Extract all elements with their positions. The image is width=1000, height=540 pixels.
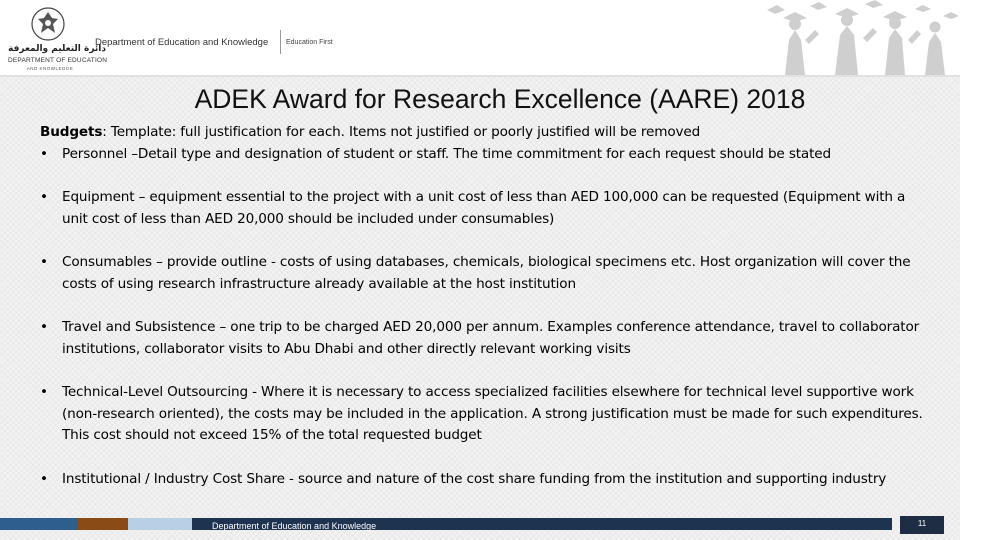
falcon-emblem-icon	[30, 6, 66, 42]
list-item-text: Travel and Subsistence – one trip to be charged AED 20,000 per annum. Examples conference attendance, travel to collaborator institutions, collaborator visits to Abu Dhabi and other directly relevant working visits	[62, 319, 920, 357]
budgets-label: Budgets	[40, 124, 103, 140]
header-divider	[280, 30, 281, 54]
logo-english-subtext: AND KNOWLEDGE	[26, 66, 74, 71]
graduates-silhouette-icon	[745, 0, 960, 75]
list-item-text: Personnel –Detail type and designation of student or staff. The time commitment for each request should be stated	[62, 145, 831, 162]
slide-body	[40, 122, 925, 490]
slide-header	[0, 0, 960, 77]
slide-title: ADEK Award for Research Excellence (AARE) 2018	[194, 84, 806, 114]
list-item	[40, 187, 925, 230]
intro-text: : Template: full justification for each. Items not justified or poorly justified will be removed	[102, 124, 701, 140]
header-department: Department of Education and Knowledge	[95, 37, 269, 48]
logo-arabic-text: دائرة التعليم والمعرفة	[8, 44, 107, 54]
list-item-text: Technical-Level Outsourcing - Where it is necessary to access specialized facilities elsewhere for technical level supportive work (non-research oriented), the costs may be included in the application. A strong justification must be made for such expenditures. This cost should not exceed 15% of the total requested budget	[62, 384, 923, 443]
list-item	[40, 252, 925, 295]
list-item	[40, 144, 925, 166]
bullet: •	[40, 189, 48, 205]
bullet: •	[40, 254, 48, 270]
logo-english-text: DEPARTMENT OF EDUCATION	[8, 57, 108, 64]
list-item-text: Institutional / Industry Cost Share - source and nature of the cost share funding from the institution and supporting industry	[62, 470, 887, 487]
header-tagline: Education First	[286, 39, 333, 46]
list-item	[40, 317, 925, 360]
footer-bar-lightblue	[128, 518, 192, 530]
intro-line	[40, 122, 925, 144]
list-item-text: Equipment – equipment essential to the project with a unit cost of less than AED 100,000 can be requested (Equipment with a unit cost of less than AED 20,000 should be included under consumables)	[62, 189, 906, 227]
list-item	[40, 469, 925, 491]
list-item-text: Consumables – provide outline - costs of using databases, chemicals, biological specimens etc. Host organization will cover the costs of using research infrastructure already available at the host institution	[62, 254, 911, 292]
footer-department: Department of Education and Knowledge	[212, 521, 377, 531]
footer-bar-blue	[0, 518, 78, 530]
list-item	[40, 382, 925, 447]
bullet: •	[40, 319, 48, 335]
bullet: •	[40, 145, 48, 162]
page-number: 11	[900, 516, 944, 534]
footer-color-bar	[0, 518, 960, 530]
bullet: •	[40, 470, 48, 487]
footer-bar-brown	[78, 518, 128, 530]
bullet: •	[40, 384, 48, 400]
